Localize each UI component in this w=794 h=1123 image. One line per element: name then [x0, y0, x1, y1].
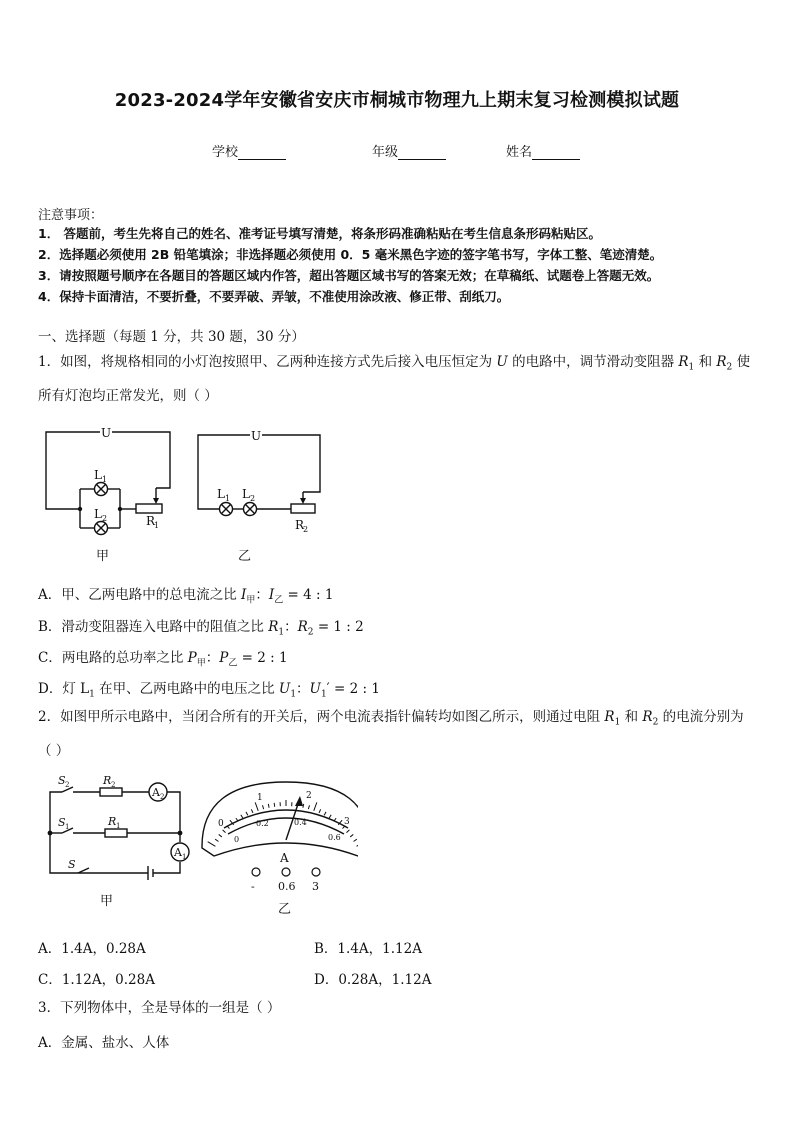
q1-option-b[interactable]: B．滑动变阻器连入电路中的阻值之比 $R_1$：$R_2 = 1$ : 2 — [38, 619, 364, 638]
meter-tick — [329, 815, 331, 818]
svg-text:R: R — [108, 815, 117, 828]
fig2-caption-yi: 乙 — [278, 902, 292, 917]
svg-text:2: 2 — [160, 793, 165, 801]
fig1-caption-yi: 乙 — [238, 549, 252, 564]
svg-text:2: 2 — [250, 494, 256, 503]
fig1-caption-jia: 甲 — [96, 549, 110, 564]
meter-tick — [346, 830, 349, 833]
svg-text:1: 1 — [182, 853, 187, 861]
svg-text:L: L — [94, 468, 102, 482]
q1-circuit-figure — [38, 420, 338, 570]
meter-tick — [354, 839, 357, 841]
fig2-caption-jia: 甲 — [100, 894, 114, 909]
school-field — [212, 141, 286, 160]
meter-tick — [297, 803, 298, 807]
meter-tick — [246, 812, 248, 816]
svg-text:S: S — [58, 816, 66, 829]
svg-text:S: S — [58, 774, 66, 787]
q3-stem: 3．下列物体中，全是导体的一组是（ ） — [38, 1000, 281, 1016]
q2-circuit-figure — [38, 770, 358, 920]
svg-text:1: 1 — [154, 521, 160, 530]
name-blank — [532, 145, 580, 160]
grade-label: 年级 — [372, 145, 399, 160]
q2-option-a[interactable]: A．1.4A，0.28A — [38, 941, 146, 957]
q2-option-d[interactable]: D．0.28A，1.12A — [314, 972, 432, 988]
scale-top-0: 0 — [218, 819, 224, 829]
terminal-3: 3 — [312, 880, 319, 893]
q2-stem: 2．如图甲所示电路中，当闭合所有的开关后，两个电流表指针偏转均如图乙所示，则通过电阻 $R_1$ 和 $R_2$ 的电流分别为 （ ） — [38, 709, 744, 759]
fig1-U-label-yi: U — [251, 429, 262, 443]
meter-tick — [319, 809, 321, 813]
scale-top-1: 1 — [257, 793, 263, 803]
meter-tick — [208, 842, 216, 847]
page-title: 2023-2024学年安徽省安庆市桐城市物理九上期末复习检测模拟试题 — [114, 90, 680, 111]
q3-option-a[interactable]: A．金属、盐水、人体 — [38, 1035, 170, 1051]
terminal-minus: - — [251, 880, 255, 893]
meter-tick — [274, 803, 275, 807]
meter-tick — [350, 834, 353, 836]
meter-tick — [303, 804, 304, 808]
q1-option-c[interactable]: C．两电路的总功率之比 $P_甲$：$P_乙 = 2$ : 1 — [38, 650, 288, 669]
school-label: 学校 — [212, 145, 239, 160]
meter-tick — [324, 812, 326, 816]
scale-bottom-0.6: 0.6 — [328, 833, 341, 842]
school-blank — [238, 145, 286, 160]
svg-text:2: 2 — [303, 525, 309, 534]
svg-text:R: R — [146, 514, 156, 528]
scale-bottom-0.2: 0.2 — [256, 819, 269, 828]
q1-option-d[interactable]: D．灯 $L_1$ 在甲、乙两电路中的电压之比 $U_1$：$U_1' = 2$ : 1 — [38, 681, 380, 700]
q1-option-a[interactable]: A．甲、乙两电路中的总电流之比 $I_甲$：$I_乙 = 4$ : 1 — [38, 587, 334, 606]
svg-text:L: L — [94, 507, 102, 521]
name-label: 姓名 — [506, 145, 533, 160]
note-item-4: 4．保持卡面清洁，不要折叠，不要弄破、弄皱，不准使用涂改液、修正带、刮纸刀。 — [38, 289, 510, 304]
note-item-2: 2．选择题必须使用 2B 铅笔填涂；非选择题必须使用 0．5 毫米黑色字迹的签字笔书写，字体工整、笔迹清楚。 — [38, 247, 663, 262]
svg-text:R: R — [295, 518, 305, 532]
scale-top-2: 2 — [306, 791, 312, 801]
scale-bottom-0: 0 — [234, 835, 240, 844]
svg-text:1: 1 — [116, 822, 121, 830]
svg-text:1: 1 — [102, 475, 108, 484]
meter-tick — [219, 834, 222, 836]
q1-stem: 1．如图，将规格相同的小灯泡按照甲、乙两种连接方式先后接入电压恒定为 U 的电路中，调节滑动变阻器 $R_1$ 和 $R_2$ 使 所有灯泡均正常发光，则（ ） — [38, 354, 751, 404]
notes-heading: 注意事项： — [38, 208, 104, 223]
meter-unit: A — [280, 851, 289, 865]
meter-tick — [357, 842, 358, 847]
q2-option-b[interactable]: B．1.4A，1.12A — [314, 941, 422, 957]
scale-bottom-0.4: 0.4 — [294, 818, 307, 827]
svg-text:2: 2 — [102, 514, 108, 523]
scale-top-3: 3 — [344, 817, 350, 827]
grade-blank — [398, 145, 446, 160]
meter-tick — [255, 802, 258, 810]
svg-text:1: 1 — [225, 494, 231, 503]
section-heading: 一、选择题（每题 1 分，共 30 题，30 分） — [38, 329, 305, 345]
q2-option-c[interactable]: C．1.12A，0.28A — [38, 972, 155, 988]
svg-text:2: 2 — [111, 781, 116, 789]
note-item-1: 1． 答题前，考生先将自己的姓名、准考证号填写清楚，将条形码准确粘贴在考生信息条形码粘贴区。 — [38, 226, 602, 241]
meter-tick — [223, 830, 226, 833]
grade-field — [372, 141, 446, 160]
note-item-3: 3．请按照题号顺序在各题目的答题区域内作答，超出答题区域书写的答案无效；在草稿纸、试题卷上答题无效。 — [38, 268, 660, 283]
name-field — [506, 141, 580, 160]
svg-text:S: S — [68, 858, 76, 871]
svg-text:L: L — [217, 487, 225, 501]
fig1-U-label-jia: U — [101, 426, 112, 440]
terminal-0.6: 0.6 — [278, 880, 296, 893]
meter-tick — [263, 805, 264, 809]
meter-tick — [241, 815, 243, 818]
meter-tick — [251, 809, 253, 813]
svg-text:1: 1 — [65, 823, 70, 831]
meter-tick — [314, 802, 317, 810]
svg-text:R: R — [103, 774, 112, 787]
svg-text:A: A — [152, 786, 160, 799]
svg-text:L: L — [242, 487, 250, 501]
meter-tick — [215, 839, 218, 841]
meter-tick — [268, 804, 269, 808]
svg-text:A: A — [174, 846, 182, 859]
meter-tick — [308, 805, 309, 809]
svg-text:2: 2 — [65, 781, 70, 789]
